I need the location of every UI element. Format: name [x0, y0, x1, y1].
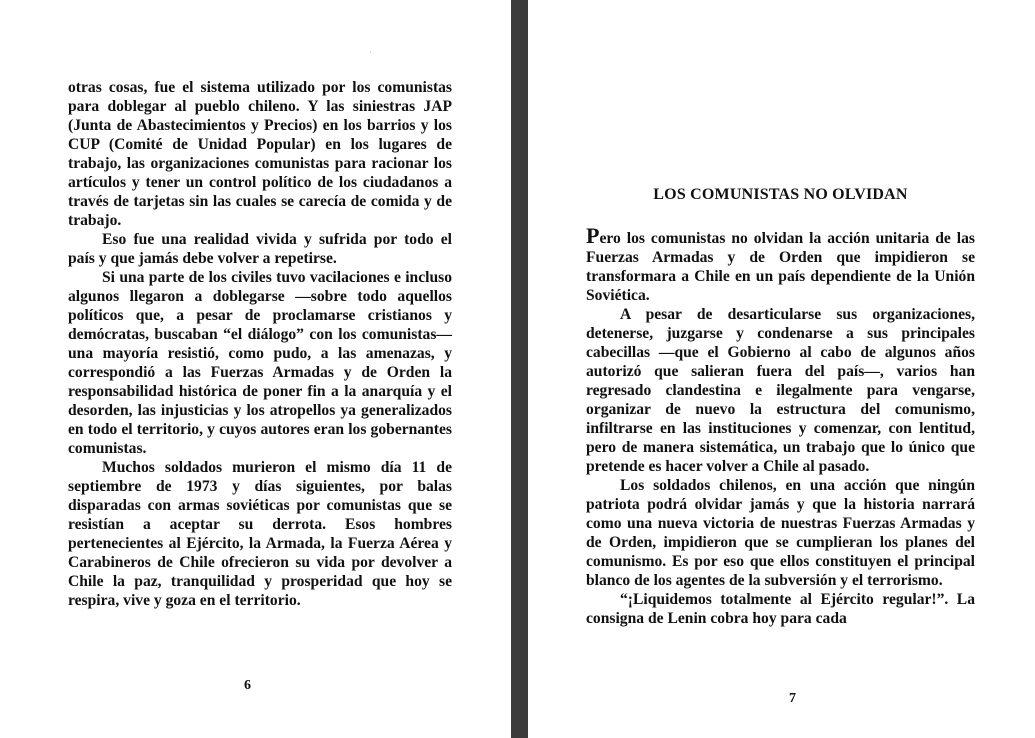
paragraph: Eso fue una realidad vivida y sufrida por todo el país y que jamás debe volver a repetirse. — [68, 231, 452, 267]
paragraph: A pesar de desarticularse sus organizaciones, detenerse, juzgarse y condenarse a sus principales cabecillas —que el Gobierno al cabo de algunos años autorizó que salieran fuera del país—, varios han regresado clandestina e ilegalmente para vengarse, organizar de nuevo la estructura del comunismo, infiltrarse en las instituciones y comenzar, con lentitud, pero de manera sistemática, un trabajo que lo único que pretende es hacer volver a Chile al pasado. — [586, 306, 975, 475]
paragraph: Los soldados chilenos, en una acción que ningún patriota podrá olvidar jamás y que la historia narrará como una nueva victoria de nuestras Fuerzas Armadas y de Orden, impidieron que se cumplieran los planes del comunismo. Es por eso que ellos constituyen el principal blanco de los agentes de la subversión y el terrorismo. — [586, 477, 975, 589]
drop-cap: P — [586, 223, 600, 248]
paragraph: Muchos soldados murieron el mismo día 11 de septiembre de 1973 y días siguientes, por balas disparadas con armas soviéticas por comunistas que se resistían a aceptar su derrota. Esos hombres pertenecientes al Ejército, la Armada, la Fuerza Aérea y Carabineros de Chile ofrecieron su vida por devolver a Chile la paz, tranquilidad y prosperidad que hoy se respira, vive y goza en el territorio. — [68, 459, 452, 609]
scan-speck — [370, 52, 371, 53]
page-number-left: 6 — [244, 678, 251, 693]
right-page-body — [586, 223, 975, 628]
book-gutter — [511, 0, 528, 738]
page-number-right: 7 — [789, 691, 796, 706]
paragraph — [586, 223, 975, 305]
chapter-heading: LOS COMUNISTAS NO OLVIDAN — [653, 186, 908, 203]
paragraph: Si una parte de los civiles tuvo vacilaciones e incluso algunos llegaron a doblegarse —sobre todo aquellos políticos que, a pesar de proclamarse cristianos y demócratas, buscaban “el diálogo” con los comunistas— una mayoría resistió, como pudo, a las amenazas, y correspondió a las Fuerzas Armadas y de Orden la responsabilidad histórica de poner fin a la anarquía y el desorden, las injusticias y los atropellos ya generalizados en todo el territorio, y cuyos autores eran los gobernantes comunistas. — [68, 269, 452, 457]
left-page-body — [68, 78, 452, 610]
paragraph-text: ero los comunistas no olvidan la acción unitaria de las Fuerzas Armadas y de Orden que impidieron se transformara a Chile en un país dependiente de la Unión Soviética. — [586, 230, 975, 304]
paragraph: otras cosas, fue el sistema utilizado por los comunistas para doblegar al pueblo chileno. Y las siniestras JAP (Junta de Abastecimientos y Precios) en los barrios y los CUP (Comité de Unidad Popular) en los lugares de trabajo, las organizaciones comunistas para racionar los artículos y tener un control político de los ciudadanos a través de tarjetas sin las cuales se carecía de comida y de trabajo. — [68, 79, 452, 229]
paragraph: “¡Liquidemos totalmente al Ejército regular!”. La consigna de Lenin cobra hoy para cada — [586, 591, 975, 627]
